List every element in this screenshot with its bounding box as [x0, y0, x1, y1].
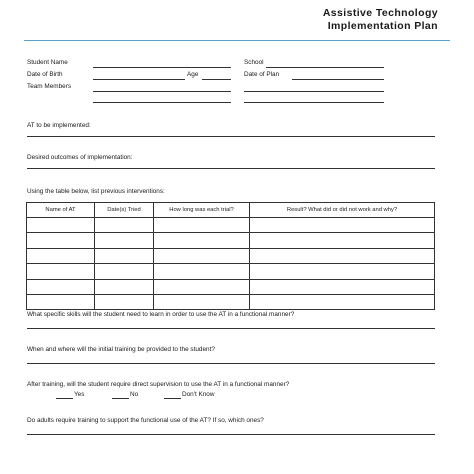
column-header-name-of-at: Name of AT	[27, 203, 95, 218]
table-cell[interactable]	[154, 248, 250, 263]
table-row	[27, 233, 435, 248]
skills-answer-field[interactable]	[27, 328, 435, 329]
table-cell[interactable]	[154, 218, 250, 233]
table-cell[interactable]	[27, 294, 95, 309]
column-header-result: Result? What did or did not work and why?	[250, 203, 435, 218]
table-cell[interactable]	[95, 233, 154, 248]
team-members-field-4[interactable]	[244, 102, 384, 103]
table-row	[27, 248, 435, 263]
table-row	[27, 279, 435, 294]
form-title-line-2: Implementation Plan	[327, 20, 438, 32]
yes-checkbox-line[interactable]	[56, 398, 73, 399]
column-header-dates-tried: Date(s) Tried	[95, 203, 154, 218]
table-cell[interactable]	[250, 294, 435, 309]
table-cell[interactable]	[27, 218, 95, 233]
table-cell[interactable]	[95, 248, 154, 263]
no-checkbox-line[interactable]	[112, 398, 129, 399]
student-name-field[interactable]	[93, 67, 231, 68]
age-label: Age	[187, 71, 199, 78]
title-divider	[24, 40, 450, 41]
table-cell[interactable]	[95, 294, 154, 309]
column-header-trial-length: How long was each trial?	[154, 203, 250, 218]
age-field[interactable]	[202, 79, 231, 80]
form-title-line-1: Assistive Technology	[322, 7, 438, 19]
desired-outcomes-field[interactable]	[27, 168, 435, 169]
skills-question-label: What specific skills will the student need to learn in order to use the AT in a functional manner?	[27, 311, 295, 318]
table-cell[interactable]	[250, 264, 435, 279]
table-cell[interactable]	[154, 294, 250, 309]
table-cell[interactable]	[250, 218, 435, 233]
date-of-plan-field[interactable]	[292, 79, 384, 80]
dont-know-option-label: Don't Know	[182, 391, 215, 398]
table-intro-label: Using the table below, list previous interventions:	[27, 188, 165, 195]
team-members-field-2[interactable]	[244, 91, 384, 92]
table-row	[27, 294, 435, 309]
table-row	[27, 264, 435, 279]
student-name-label: Student Name	[27, 59, 68, 66]
school-field[interactable]	[266, 67, 384, 68]
desired-outcomes-label: Desired outcomes of implementation:	[27, 154, 133, 161]
training-location-label: When and where will the initial training be provided to the student?	[27, 346, 215, 353]
training-location-field[interactable]	[27, 363, 435, 364]
at-implemented-label: AT to be implemented:	[27, 122, 91, 129]
team-members-field-1[interactable]	[93, 91, 231, 92]
interventions-table	[26, 202, 435, 310]
adult-training-field[interactable]	[27, 434, 435, 435]
table-cell[interactable]	[27, 264, 95, 279]
table-header-row	[27, 203, 435, 218]
table-cell[interactable]	[27, 279, 95, 294]
table-cell[interactable]	[154, 233, 250, 248]
team-members-label: Team Members	[27, 83, 72, 90]
date-of-birth-label: Date of Birth	[27, 71, 63, 78]
yes-option-label: Yes	[74, 391, 85, 398]
table-cell[interactable]	[95, 218, 154, 233]
at-implemented-field[interactable]	[27, 136, 435, 137]
table-cell[interactable]	[95, 279, 154, 294]
dont-know-checkbox-line[interactable]	[164, 398, 181, 399]
table-cell[interactable]	[154, 279, 250, 294]
table-cell[interactable]	[250, 248, 435, 263]
date-of-plan-label: Date of Plan	[244, 71, 280, 78]
table-cell[interactable]	[154, 264, 250, 279]
no-option-label: No	[130, 391, 139, 398]
table-cell[interactable]	[27, 248, 95, 263]
table-cell[interactable]	[250, 233, 435, 248]
team-members-field-3[interactable]	[93, 102, 231, 103]
table-cell[interactable]	[95, 264, 154, 279]
table-cell[interactable]	[27, 233, 95, 248]
supervision-question-label: After training, will the student require direct supervision to use the AT in a functional manner?	[27, 381, 290, 388]
table-row	[27, 218, 435, 233]
date-of-birth-field[interactable]	[93, 79, 185, 80]
adult-training-label: Do adults require training to support the functional use of the AT? If so, which ones?	[27, 417, 264, 424]
school-label: School	[244, 59, 264, 66]
table-cell[interactable]	[250, 279, 435, 294]
